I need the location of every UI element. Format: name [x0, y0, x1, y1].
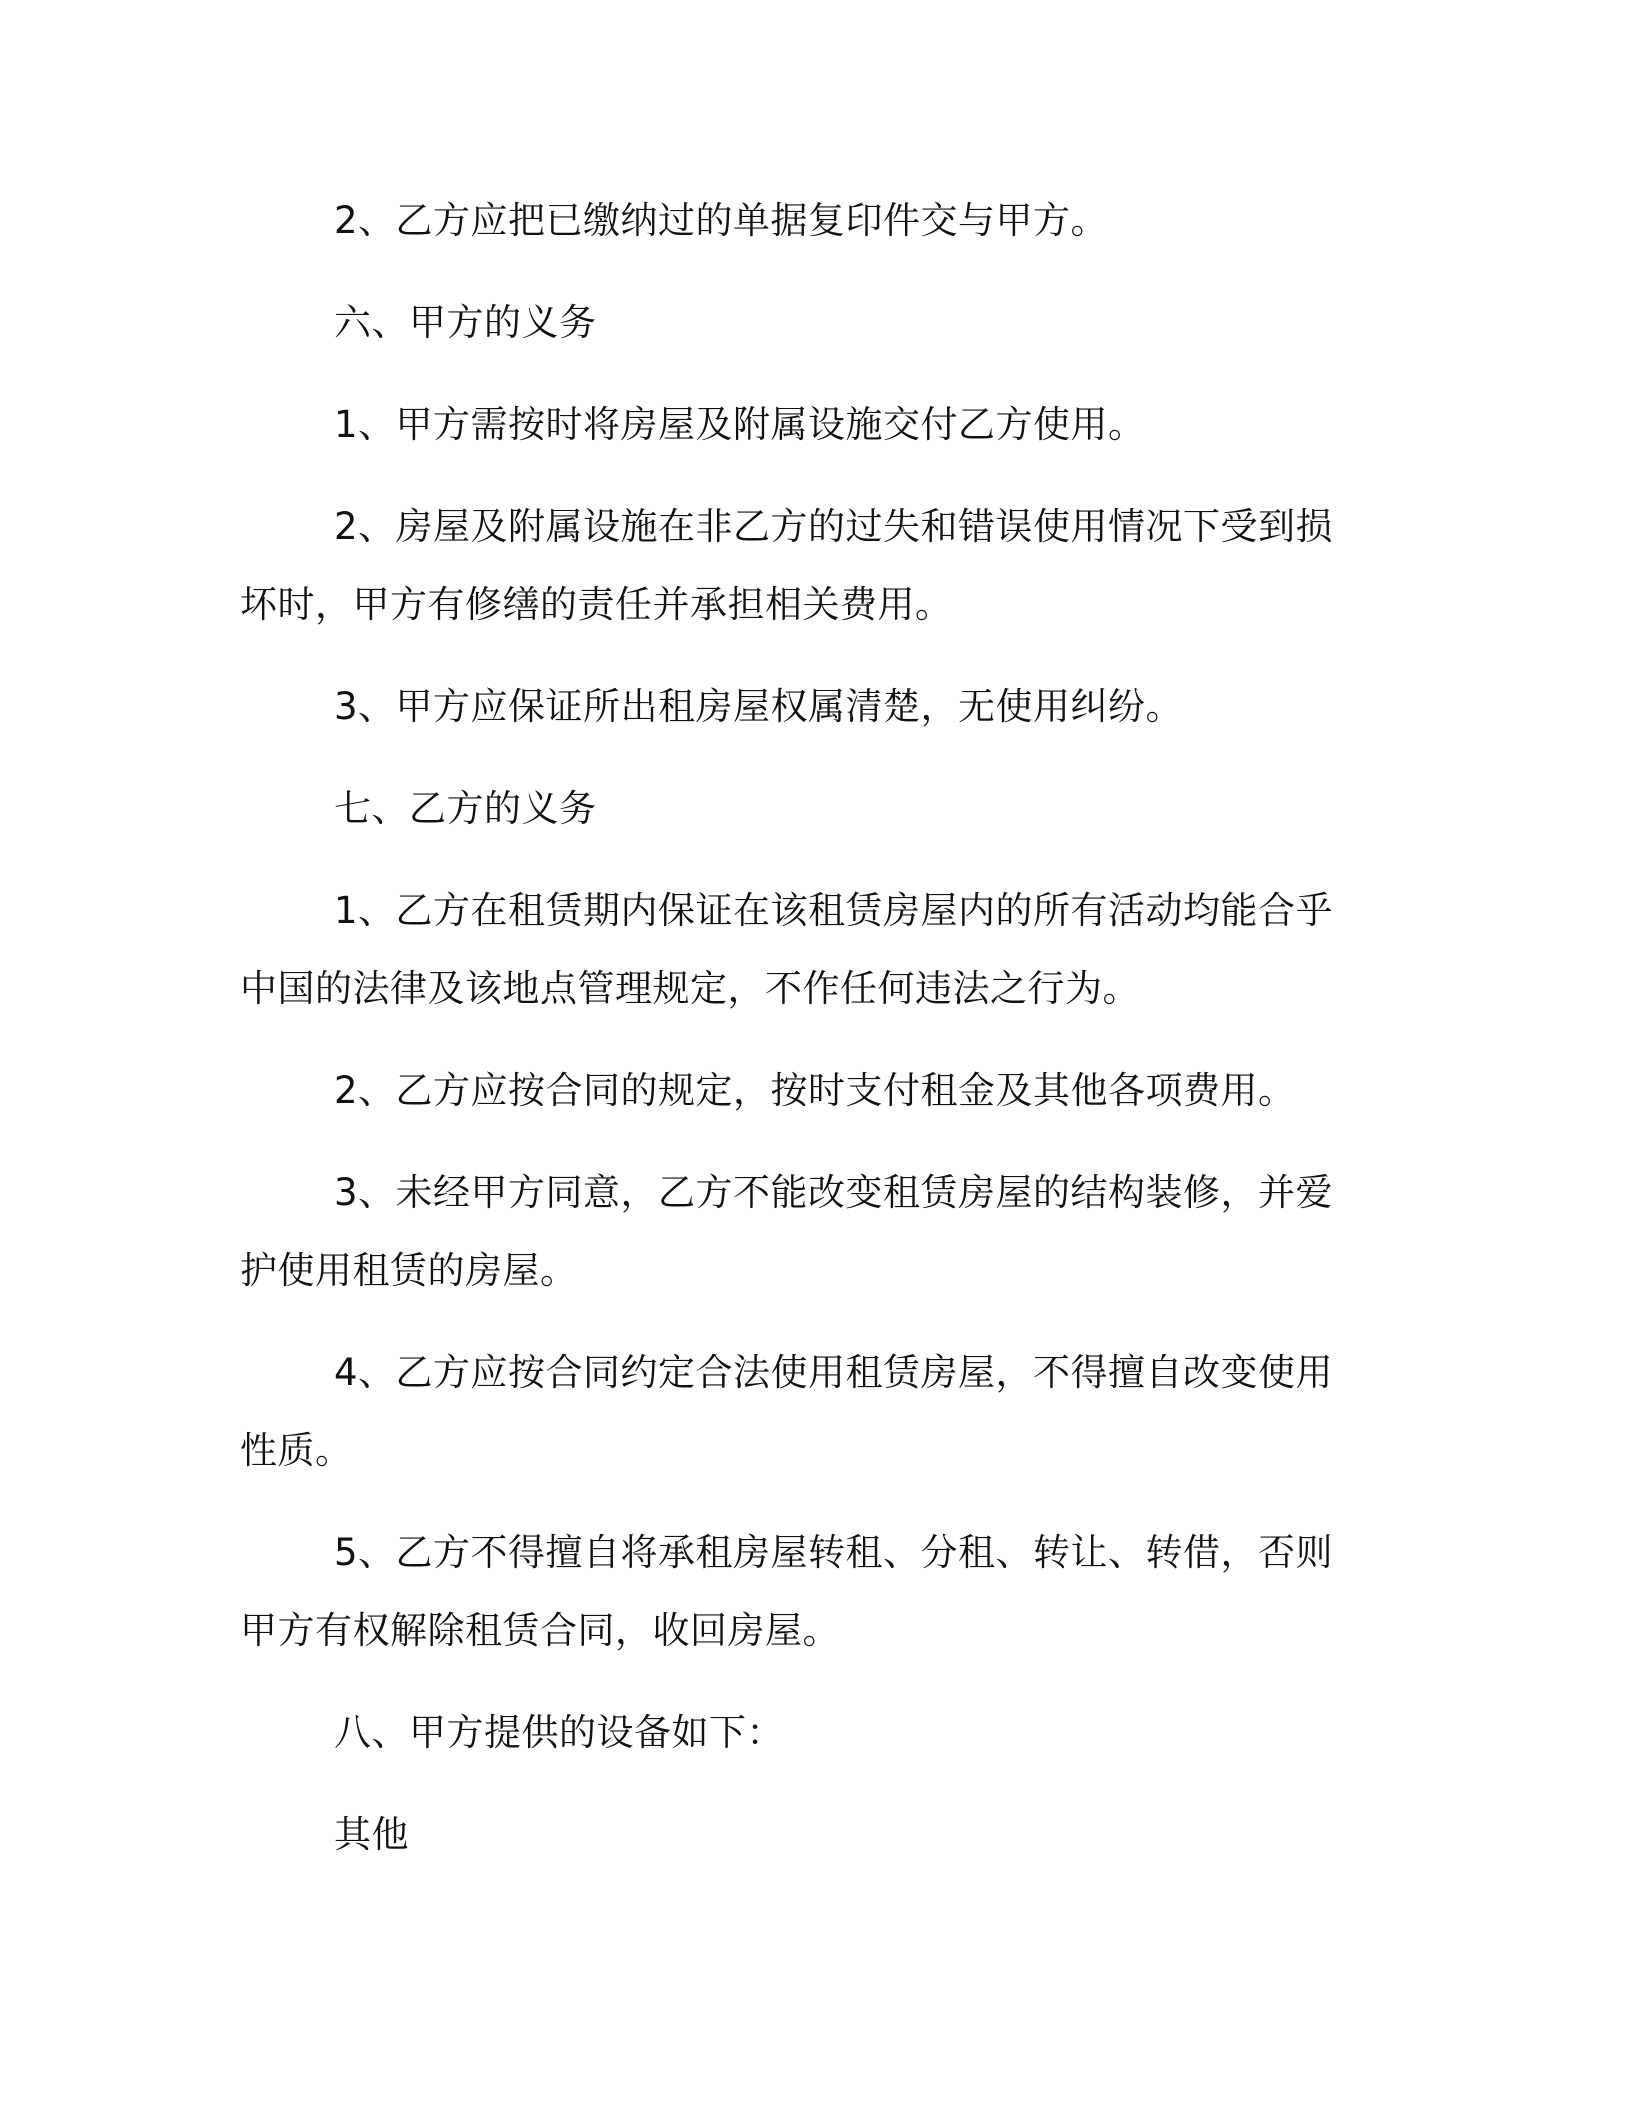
- document-body: [240, 182, 1360, 1874]
- section-6-heading: 六、甲方的义务: [334, 301, 597, 344]
- clause-7-5: 5、乙方不得擅自将承租房屋转租、分租、转让、转借，否则甲方有权解除租赁合同，收回房屋。: [240, 1531, 1334, 1652]
- clause-7-1: 1、乙方在租赁期内保证在该租赁房屋内的所有活动均能合乎中国的法律及该地点管理规定，不作任何违法之行为。: [240, 889, 1334, 1010]
- section-8-heading: 八、甲方提供的设备如下：: [334, 1711, 784, 1754]
- section-7-heading: 七、乙方的义务: [334, 787, 597, 830]
- section-other: 其他: [334, 1813, 409, 1856]
- clause-6-3: 3、甲方应保证所出租房屋权属清楚，无使用纠纷。: [334, 685, 1184, 728]
- clause-7-3: 3、未经甲方同意，乙方不能改变租赁房屋的结构装修，并爱护使用租赁的房屋。: [240, 1171, 1334, 1292]
- clause-7-4: 4、乙方应按合同约定合法使用租赁房屋，不得擅自改变使用性质。: [240, 1351, 1334, 1472]
- clause-7-2: 2、乙方应按合同的规定，按时支付租金及其他各项费用。: [334, 1069, 1296, 1112]
- clause-6-2: 2、房屋及附属设施在非乙方的过失和错误使用情况下受到损坏时，甲方有修缮的责任并承担相关费用。: [240, 505, 1334, 626]
- clause-6-1: 1、甲方需按时将房屋及附属设施交付乙方使用。: [334, 403, 1146, 446]
- clause-5-2: 2、乙方应把已缴纳过的单据复印件交与甲方。: [334, 199, 1109, 242]
